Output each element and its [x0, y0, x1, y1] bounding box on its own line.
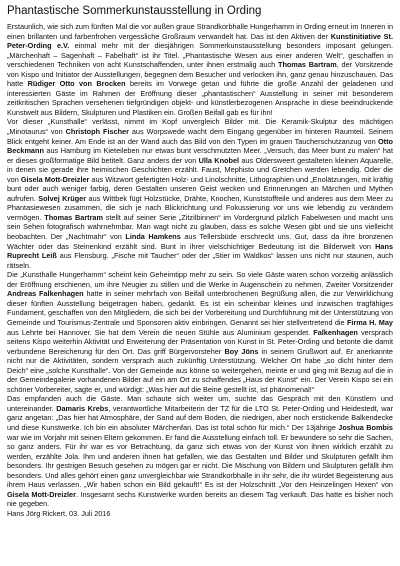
text-run: einmal mehr mit der diesjährigen Sommerkunstausstellung besonders imposant gelungen. „Märchenhaft – Sagenhaft – Fabelhaft“ ist ihr Titel. „Phantastische Wesen aus einer anderen Welt“, geschaffen in verschiedenen Techniken von acht Kunstschaffenden, unter ihnen erstmalig auch [7, 41, 394, 70]
text-run: Erstaunlich, wie sich zum fünften Mal die vor außen graue Strandkorbhalle Hungerhamm in Ording erneut im Inneren in einen brillanten und farbenfrohen vergessliche Großraum verwandelt hat. Das ist den Aktiven der [7, 22, 393, 41]
bold-name: Kunstinitiative St. Peter-Ording e.V. [7, 31, 394, 51]
article-paragraph [7, 394, 393, 509]
article-paragraph [7, 270, 393, 394]
text-run: versprach seitens Kispo weiterhin Aktivität und Erweiterung der Präsentation von Kunst in St. Peter-Ording und betonte die damit verbundene Bereicherung für den Ort. Das griff Bürgervorsteher [7, 327, 393, 356]
bold-name: Firma H. May [346, 317, 393, 327]
article-paragraph [7, 117, 393, 270]
bold-name: Andreas Falkenhagen [7, 289, 84, 299]
text-run: aus Lehrte bei Hannover. Sie hat dem Verein die neuen Stühle aus Aluminium gespendet. [7, 327, 314, 337]
text-run: hatte in seiner mehrfach von Beifall unterbrochenen Begrüßung allen, die zur Verwirklichung dieser fünften Ausstellung beigetragen haben, gedankt. Es ist ein scheinbar kleines und inzwischen tragfähiges Fundament, geschaffen von den Mitgliedern, die sich bei der Vorbereitung und Durchführung mit der Unterstützung von Gemeinde und Tourismus-Zentrale und Sponsoren aktiv einbringen. Genannt sei hier stellvertretend die [7, 289, 393, 327]
text-run: Die „Kunsthalle Hungerhamm“ scheint kein Geheimtipp mehr zu sein. So viele Gäste waren schon vorzeitig anlässlich der Eröffnung erschienen, um ihre Neugier zu stillen und die Werke in Augenschein zu nehmen. Zweiter Vorsitzender [7, 270, 393, 289]
bold-name: Thomas Bartram [277, 60, 337, 70]
text-run: aus Witzwort gefertigten Holz- und Linolschnitte, Lithographien und „Enolätzungen, mit kräftig bunt oder auch weniger farbig, deren Gestalten unseren Geist wecken und Erinnerungen an Märchen und Mythen aufrufen. [7, 174, 393, 203]
bold-name: Christoph Fischer [65, 127, 129, 137]
bold-name: Gisela Mott-Dreizler [7, 489, 76, 499]
bold-name: Falkenhagen [313, 327, 358, 337]
bold-name: Boy Jöns [224, 346, 259, 356]
text-run: bereits im Vorwege getan und führte die große Anzahl der geladenen und interessierten Gäste im Rahmen der Eröffnung dieser „phantastischen“ Ausstellung in seiner mit besonderem zeitkritischen Sprachen versehenen tiefgründigen objekt- und künstlerbezogenen Ansprache in diese beeindruckende Kunstwelt aus Bildern, Skulpturen und Plastiken ein. Großen Beifall gab es für ihn! [7, 79, 393, 117]
author-line [7, 509, 393, 519]
bold-name: Otto Beckmann [7, 136, 393, 156]
article-title: Phantastische Sommerkunstausstellung in Ording [7, 5, 262, 17]
text-run: aus Worpswede wacht dem Eingang gegenüber im hinteren Raumteil. Seinem Blick entgeht keiner. Am Ende ist an der Wand auch das Bild von den Typen im grauen Taucherschutzanzug von [7, 127, 393, 146]
bold-name: Gisela Mott-Dreizler [20, 174, 90, 184]
text-run: Das empfanden auch die Gäste. Man schaute sich weiter um, suchte das Gespräch mit den Künstlern und untereinander. [7, 394, 393, 413]
text-run: . Insgesamt sechs Kunstwerke wurden bereits an diesem Tag verkauft. Das hatte es bisher noch nie gegeben. [7, 489, 393, 509]
bold-name: Thomas Bartram [44, 212, 103, 222]
text-run: Hans Jörg Rickert, 03. Juli 2016 [7, 508, 111, 518]
bold-name: Joshua Bombis [338, 422, 393, 432]
text-run: aus Flensburg. „Fische mit Taucher“ oder der „Stier im Waldkos“ lassen uns nicht nur staunen, auch rätseln. [7, 251, 393, 270]
article-body [7, 22, 393, 518]
text-run: Vor dieser „Kunsthalle“ verlässt, nimmt im Kopf unvergleich Bilder mit. Die Keramik-Skulptur des mächtigen „Minotaurus“ von [7, 117, 393, 137]
bold-name: Damaris Krebs [56, 403, 109, 413]
bold-name: Ulla Knobel [198, 155, 240, 165]
bold-name: Hans Ruprecht Leiß [7, 241, 393, 261]
text-run: aus Wittbek fügt Holzstücke, Drähte, Knochen, Kunststoffteile und anderes aus dem Meer zu Phantasiewesen zusammen, die sich je nach Blickrichtung und Fokussierung vor uns wie lebendig zu verändern vermögen. [7, 193, 393, 222]
text-run: stellt auf seiner Serie „Zitzilbinnen“ im Vordergrund pilzlich Fabelwesen und macht uns sein Sehen fotografisch wahrnehmbar. Man wagt nicht zu glauben, dass es solche Wesen gibt und sie uns vielleicht beobachten. Der „Nachtmahr“ von [7, 212, 393, 242]
bold-name: Linda Hamkens [125, 232, 181, 242]
text-run: aus Hamburg im Kieteileben nur etwas bunt verschmutzten Meer. „Versuch, das Meer bunt zu malen“ hat er dieses großformatige Bild betitelt. Ganz anders der von [7, 146, 393, 165]
text-run: in seinem Grußwort auf. Er anerkannte nicht nur die Aktivitäten, sondern versprach auch zukünftig Unterstützung. Welcher Ort habe „so dicht hinter dem Deich“ eine „solche Kunsthalle“. Von der Gemeinde aus könne so weitergehen, meinte er und ging mit Bezug auf die in der Gemeindegalerie vorhandenen Bilder auf ein am Ort zu schaffendes „Haus der Kunst“ ein. Der Verein Kispo sei ein schöner Vorbereiter, sagte er, und würdigt: „Was hier auf die Beine gestellt ist, ist phänomenal!“ [7, 346, 393, 394]
text-run: war wie im Vorjahr mit seinen Eltern gekommen. Er fand die Ausstellung einfach toll. Er bewundere so sehr die Sachen, so ganz anders. Für ihr war es vor Betrachtung, da ganz sich etwas von der Kunst von ihnen wirklich erzählt zu werden, erzählte Jola. Ihm und anderen ihnen hat gefallen, wie das Gestalten und Bilder und Skulpturen gefällt ihm besonders. Ihr gestrigen Besuch gesehen zu mögen gar er nicht. Die Mischung von Bildern und Skulpturen gefällt ihm besonders. Und alles gehört einen ganz unvergleichbar wie Strandkorbhalle in ihr sehr, die ihr würdet Begeisterung aus ihrem Haus verlassen. „Wir haben schon ein Bild gekauft!“ Es ist der Holzschnitt „Vor den Heinzelingen Hexen“ von [7, 432, 393, 490]
text-run: , verantwortliche Mitarbeiterin der TZ für die LTO St. Peter-Ording und Heidestedt, war ganz angetan: „Das hier hat Atmosphäre, der Sand auf dem Boden, die niedrigen, aber noch erstickende Balkendecke und diese Kunstwerke. Ich bin ein absoluter Märchenfan. Das ist total schön für mich.“ Der 13jährige [7, 403, 394, 432]
text-run: aus Tellersbüde erschreckt uns. Gut, dass da ihre bronzenen Wächter oder das Steinenkind erzählt sind. Bunt in ihrer vielschichtiger Bedeutung ist die Bilderwelt von [7, 232, 393, 251]
bold-name: Solvej Krüger [38, 193, 87, 203]
text-run: , der Vorsitzende von Kispo und Initiator der Ausstellungen, begegnen dem Besucher und verlocken ihn, ganz genau hinzuschauen. Das hatte [7, 60, 393, 89]
text-run: aus Oldersweert gestalteten kleinen Aquarelle, in denen sie gerade ihre heimischen Geschichten erzählt. Faust, Mephisto und Gretchen werden lebendig. Oder die von [7, 155, 394, 184]
article-paragraph [7, 22, 393, 117]
bold-name: Rüdiger Otto von Brocken [27, 79, 126, 89]
